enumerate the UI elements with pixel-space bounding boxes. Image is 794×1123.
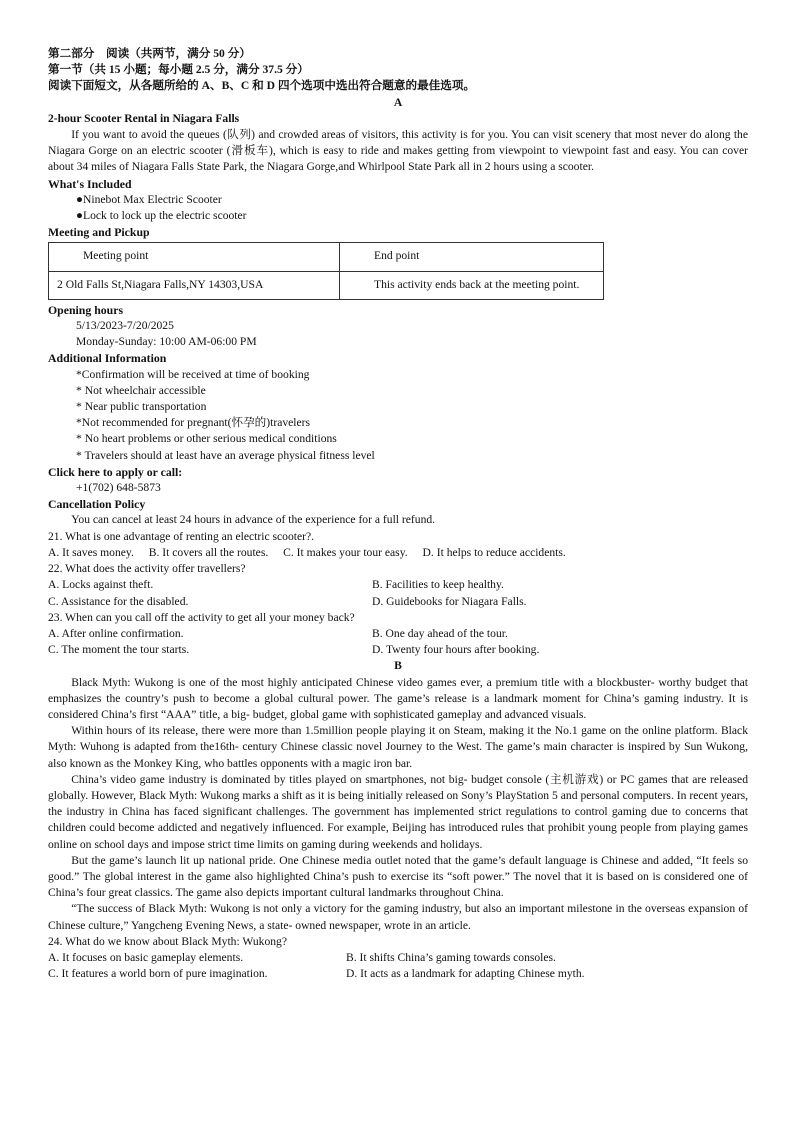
- instruction: 阅读下面短文，从各题所给的 A、B、C 和 D 四个选项中选出符合题意的最佳选项。: [48, 79, 476, 93]
- table-row: [49, 243, 604, 271]
- table-header-cell: Meeting point: [49, 243, 340, 271]
- option: D. Guidebooks for Niagara Falls.: [372, 594, 527, 608]
- apply-heading: Click here to apply or call:: [48, 464, 183, 479]
- option: A. It focuses on basic gameplay elements.: [48, 950, 244, 964]
- question-options: [48, 577, 748, 593]
- passage-b-paragraph: China’s video game industry is dominated by titles played on smartphones, not big- budget console (主机游戏) or PC games that are released globally. However, Black Myth: Wukong marks a shift as it is being initially released on Sony’s PlayStation 5 and personal computers. In recent years, the industry in China has faced significant challenges. The government has implemented strict regulations to control gaming due to concerns that children could become addicted and negatively influenced. For example, Beijing has introduced rules that prohibit young people from playing games online on school days and impose strict time limits on gaming during weekends and holidays.: [48, 772, 748, 851]
- hours-heading: Opening hours: [48, 302, 124, 317]
- option: C. Assistance for the disabled.: [48, 594, 189, 608]
- question-stem: 24. What do we know about Black Myth: Wukong?: [48, 934, 287, 948]
- passage-b-paragraph: Within hours of its release, there were more than 1.5million people playing it on Steam, making it the No.1 game on the online platform. Black Myth: Wuhong is adapted from the16th- century Chinese classic novel Journey to the West. The game’s main character is inspired by Sun Wukong, also known as the Monkey King, who battles opponents with a magic iron bar.: [48, 724, 748, 770]
- info-item: * Near public transportation: [76, 400, 207, 414]
- question-options: [48, 950, 748, 966]
- passage-a-intro: If you want to avoid the queues (队列) and crowded areas of visitors, this activity is for you. You can visit scenery that most never do along the Niagara Gorge on an electric scooter (滑板车), which is easy to ride and makes getting from viewpoint to viewpoint fast and easy. You can cover about 34 miles of Niagara Falls State Park, the Niagara Gorge,and Whirlpool State Park all in 2 hours using a scooter.: [48, 128, 748, 174]
- hours-line: Monday-Sunday: 10:00 AM-06:00 PM: [76, 335, 257, 349]
- option: B. It covers all the routes.: [148, 545, 269, 559]
- option: C. It features a world born of pure imagination.: [48, 967, 268, 981]
- question-stem: 23. When can you call off the activity to get all your money back?: [48, 610, 355, 624]
- passage-b-paragraph: “The success of Black Myth: Wukong is not only a victory for the gaming industry, but also an important milestone in the overseas expansion of Chinese culture,” Yangcheng Evening News, a state- owned newspaper, wrote in an article.: [48, 902, 748, 932]
- option: A. Locks against theft.: [48, 578, 154, 592]
- option: B. One day ahead of the tour.: [372, 626, 508, 640]
- exam-page: [48, 46, 748, 982]
- phone-number: +1(702) 648-5873: [76, 481, 161, 495]
- option: D. It acts as a landmark for adapting Chinese myth.: [346, 967, 585, 981]
- included-heading: What's Included: [48, 176, 132, 191]
- info-item: * Not wheelchair accessible: [76, 383, 206, 397]
- info-item: *Not recommended for pregnant(怀孕的)travelers: [76, 416, 311, 430]
- passage-b-paragraph: But the game’s launch lit up national pride. One Chinese media outlet noted that the game’s default language is Chinese and added, “It feels so good.” The global interest in the game also highlighted China’s push to exercise its “soft power.” The novel that it is based on is considered one of China’s four great classics. The game also depicts important cultural landmarks throughout China.: [48, 853, 748, 900]
- info-item: *Confirmation will be received at time of booking: [76, 367, 310, 381]
- option: B. It shifts China’s gaming towards consoles.: [346, 950, 556, 964]
- question-options: [48, 642, 748, 658]
- passage-a-title: 2-hour Scooter Rental in Niagara Falls: [48, 111, 240, 125]
- question-options: [48, 966, 748, 982]
- option: D. It helps to reduce accidents.: [422, 545, 566, 559]
- meeting-table: [48, 242, 604, 299]
- question-options: [48, 545, 748, 561]
- option: A. It saves money.: [48, 545, 134, 559]
- passage-b-paragraph: Black Myth: Wukong is one of the most highly anticipated Chinese video games ever, a premium title with a blockbuster- worthy budget that emphasizes the country’s push to become a global cultural power. The game’s release is a landmark moment for China’s gaming industry. It is considered China’s first “AAA” title, a big- budget, global game with sophisticated gameplay and advanced visuals.: [48, 675, 748, 721]
- section-heading: 第一节（共 15 小题；每小题 2.5 分，满分 37.5 分）: [48, 63, 309, 77]
- table-row: [49, 271, 604, 299]
- cancel-policy: You can cancel at least 24 hours in advance of the experience for a full refund.: [71, 513, 436, 527]
- question-stem: 21. What is one advantage of renting an electric scooter?.: [48, 529, 315, 543]
- info-item: * Travelers should at least have an average physical fitness level: [76, 448, 375, 462]
- question-options: [48, 594, 748, 610]
- option: B. Facilities to keep healthy.: [372, 578, 504, 592]
- table-cell: This activity ends back at the meeting point.: [340, 271, 604, 299]
- meeting-heading: Meeting and Pickup: [48, 225, 150, 240]
- cancel-heading: Cancellation Policy: [48, 497, 146, 512]
- option: A. After online confirmation.: [48, 626, 184, 640]
- info-item: * No heart problems or other serious medical conditions: [76, 432, 337, 446]
- question-stem: 22. What does the activity offer travellers?: [48, 562, 246, 576]
- included-item: ●Ninebot Max Electric Scooter: [76, 192, 222, 206]
- passage-a-letter: A: [393, 95, 403, 109]
- passage-b-letter: B: [394, 659, 402, 673]
- info-heading: Additional Information: [48, 351, 167, 366]
- table-cell: 2 Old Falls St,Niagara Falls,NY 14303,USA: [49, 271, 340, 299]
- included-item: ●Lock to lock up the electric scooter: [76, 209, 247, 223]
- table-header-cell: End point: [340, 243, 604, 271]
- part-heading: 第二部分 阅读（共两节，满分 50 分）: [48, 47, 251, 60]
- option: C. The moment the tour starts.: [48, 643, 190, 657]
- question-options: [48, 626, 748, 642]
- hours-line: 5/13/2023-7/20/2025: [76, 319, 174, 333]
- option: D. Twenty four hours after booking.: [372, 643, 540, 657]
- option: C. It makes your tour easy.: [283, 545, 408, 559]
